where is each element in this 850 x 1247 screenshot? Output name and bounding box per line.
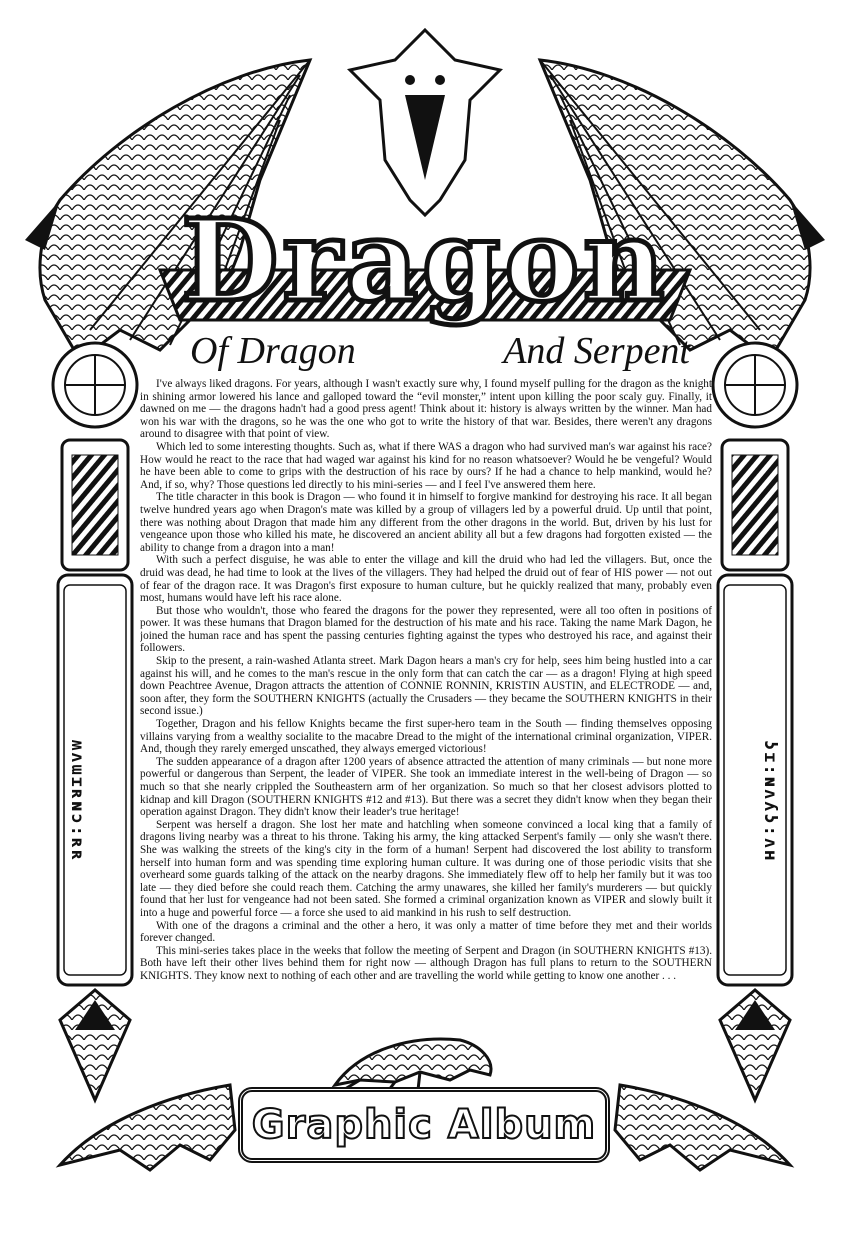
paragraph: The title character in this book is Dragon — who found it in himself to forgive mankind for destroying his race. It all began twelve hundred years ago when Dragon's mate was killed by a group of villagers led by a powerful druid. Up until that point, there was nothing about Dragon that made him any different from the other dragons in the world. But, driven by his lust for vengeance upon those who killed his mate, he discovered an ancient ability all but a few dragons had forgotten existed — the ability to change from a dragon into a man!: [140, 491, 712, 554]
left-pillar-icon: [53, 343, 137, 1100]
bottom-right-wing-icon: [615, 1085, 790, 1170]
paragraph: Which led to some interesting thoughts. Such as, what if there WAS a dragon who had survived man's war against his race? How would he react to the race that had waged war against his kind for no reason whatsoever? Would he be vengeful? Would he have been able to come to grips with the destruction of his race by ours? If he had a chance to help mankind, would he? And, if so, why? Those questions led directly to his mini-series — and I feel I've answered them here.: [140, 440, 712, 491]
bottom-left-wing-icon: [60, 1085, 235, 1170]
right-pillar-runes: ʖɪ:ɴʌʎʖ:ʌʜ: [760, 740, 780, 863]
paragraph: Skip to the present, a rain-washed Atlanta street. Mark Dagon hears a man's cry for help, sees him being hustled into a car against his will, and he comes to the man's rescue in the only form that can catch the car — as a dragon! Flying at high speed down Peachtree Avenue, Dragon attracts the attention of CONNIE RONNIN, KRISTIN AUSTIN, and ELECTRODE — and, soon after, they form the SOUTHERN KNIGHTS (actually the Crusaders — they became the SOUTHERN KNIGHTS in their second issue.): [140, 655, 712, 718]
paragraph: This mini-series takes place in the weeks that follow the meeting of Serpent and Dragon (in SOUTHERN KNIGHTS #13). Both have left their other lives behind them for right now — although Dragon has full plans to return to the SOUTHERN KNIGHTS. They know next to nothing of each other and are travelling the world while getting to know one another . . .: [140, 944, 712, 982]
paragraph: With one of the dragons a criminal and the other a hero, it was only a matter of time before they met and their worlds forever changed.: [140, 919, 712, 945]
dragon-head-icon: [350, 30, 500, 215]
logo-title: Dragon: [181, 196, 669, 327]
paragraph: But those who wouldn't, those who feared the dragons for the power they represented, were all too often in positions of power. It was these humans that Dragon blamed for the destruction of his mate and his race. Taking the name Mark Dagon, he joined the human race and has spent the passing centuries fighting against the types who destroyed his race, and against their followers.: [140, 604, 712, 655]
paragraph: Serpent was herself a dragon. She lost her mate and hatchling when someone convinced a local king that a family of dragons living nearby was a threat to his throne. Taking his army, the king attacked Serpent's family — only she wasn't there. She was walking the streets of the king's city in the form of a human! Serpent had discovered the lost ability to transform herself into human form and was spending time exploring human culture. It was during one of those periodic visits that she overheard some guards talking of the attack on the nearby dragons. She immediately flew off to help her family but it was too late — they died before she could reach them. Catching the army unawares, she killed her family's murderers — but quickly found that her lust for vengeance had not been sated. She formed a criminal organization known as VIPER and slowly built it into a huge and powerful force — a force she used to aid mankind in his rush to self destruction.: [140, 818, 712, 919]
paragraph: I've always liked dragons. For years, although I wasn't exactly sure why, I found myself pulling for the dragon as the knight in shining armor lowered his lance and galloped toward the “evil monster,” intent upon killing the poor scaly guy. Finally, it dawned on me — the dragons hadn't had a good press agent! Think about it: history is always written by the winner. Man had won his war with the dragons, so he was the one who got to write the history of that war. Besides, there weren't any dragons around to disagree with that point of view.: [140, 378, 712, 441]
graphic-album-badge: [238, 1087, 610, 1163]
article-body: [140, 378, 712, 1008]
paragraph: With such a perfect disguise, he was able to enter the village and kill the druid who had led the villagers. But, once the druid was dead, he had time to look at the lives of the villagers. They had helped the druid out of fear of HIS power — not out of fear of the dragon race. It was Dragon's first exposure to human culture, but he quickly realized that many, probably even most, humans would have left his race alone.: [140, 554, 712, 605]
subtitle-left: Of Dragon: [190, 330, 356, 372]
right-pillar-icon: [713, 343, 797, 1100]
subtitle: [190, 328, 690, 374]
subtitle-right: And Serpent: [503, 330, 690, 372]
paragraph: Together, Dragon and his fellow Knights became the first super-hero team in the South — finding themselves opposing villains varying from a wealthy socialite to the macabre Dread to the might of the international criminal organization, VIPER. And, though they rarely emerged unscathed, they always emerged victorious!: [140, 718, 712, 756]
left-pillar-runes: ʍʌɯɪʀɴɔ:ʀʀ: [67, 740, 87, 863]
paragraph: The sudden appearance of a dragon after 1200 years of absence attracted the attention of many criminals — but none more powerful or dangerous than Serpent, the leader of VIPER. She took an immediate interest in the well-being of Dragon — so much so that she nearly crippled the Southeastern arm of her organization. So much so that her closest advisors plotted to kidnap and kill Dragon (SOUTHERN KNIGHTS #12 and #13). But there was a secret they didn't know when they began their operation against Dragon. They didn't know their leader's true heritage!: [140, 755, 712, 819]
badge-label: Graphic Album: [251, 1102, 597, 1148]
